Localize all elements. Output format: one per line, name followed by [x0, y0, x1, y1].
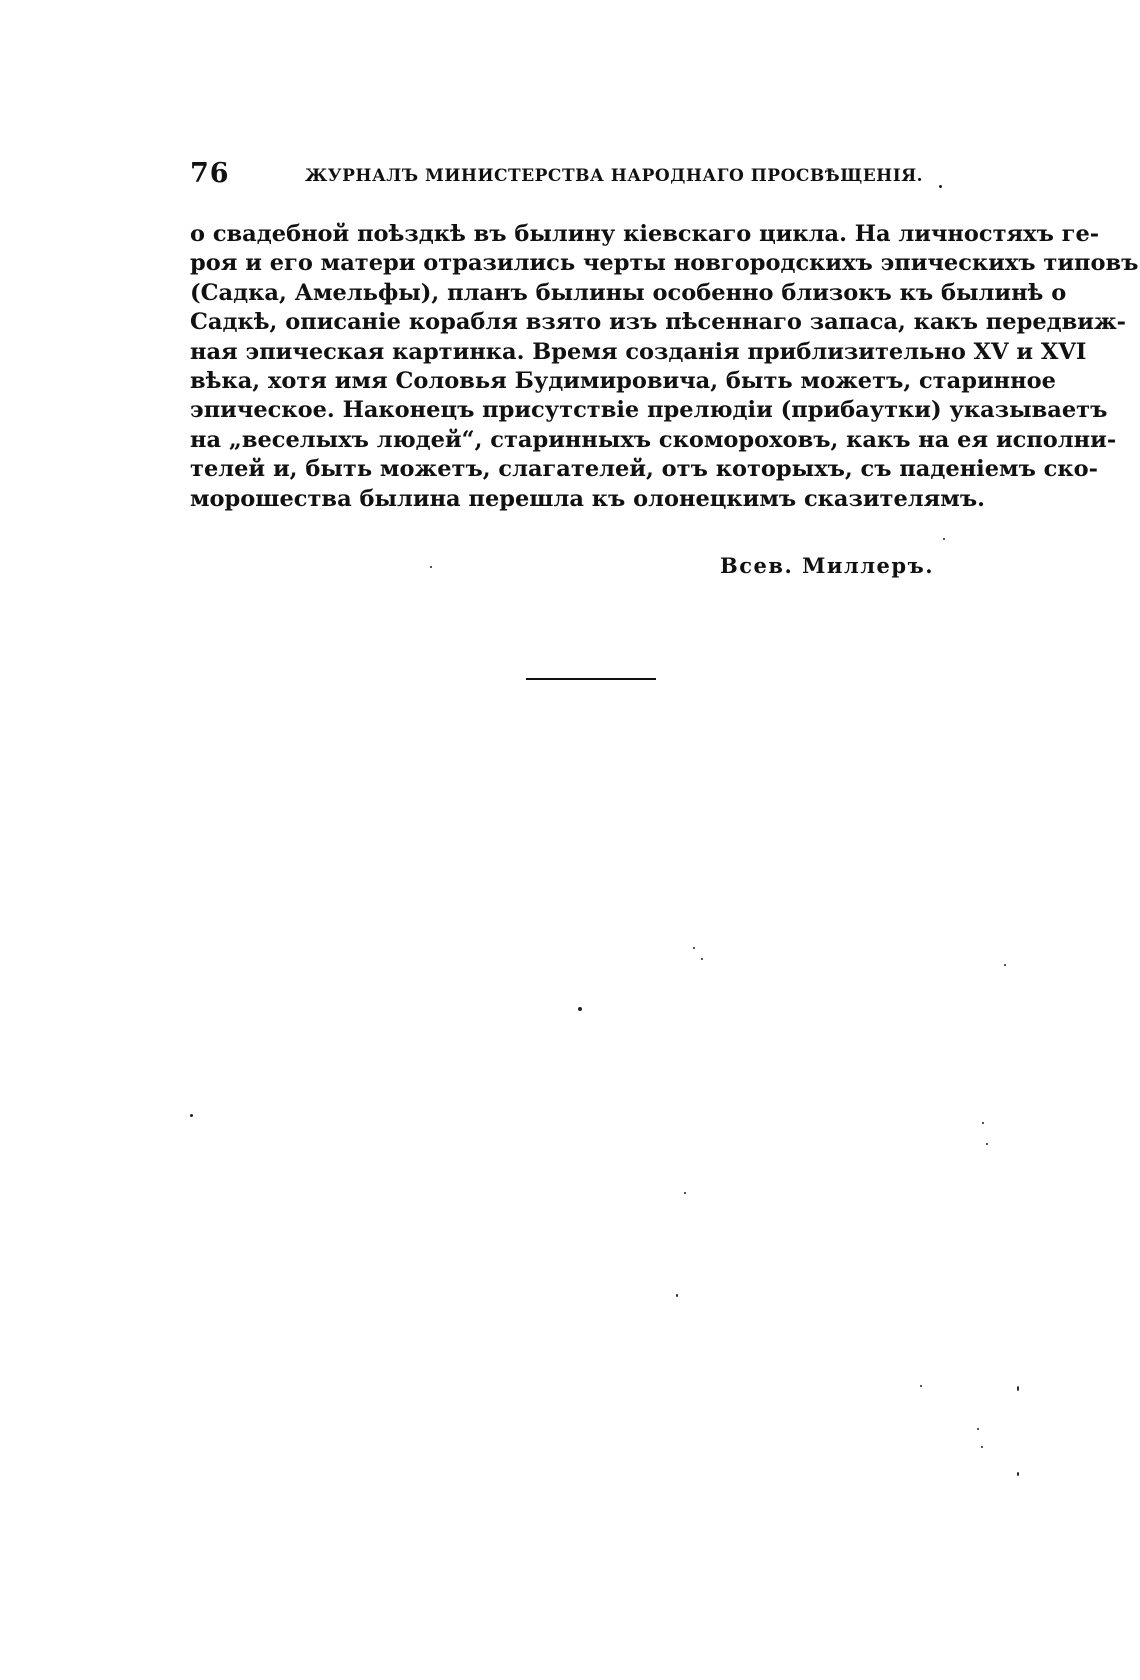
text-line: Садкѣ, описаніе корабля взято изъ пѣсеннаго запаса, какъ передвиж-: [190, 309, 1127, 336]
scan-speck: [939, 185, 942, 188]
scan-speck: [986, 1143, 988, 1145]
body-paragraph: [190, 220, 1139, 514]
scan-speck: [1004, 964, 1006, 966]
section-divider: [526, 678, 656, 680]
text-line: ная эпическая картинка. Время созданія приблизительно XV и XVI: [190, 338, 1087, 365]
running-head: [190, 158, 980, 198]
scan-speck: [430, 566, 432, 568]
text-line: роя и его матери отразились черты новгородскихъ эпическихъ типовъ: [190, 250, 1139, 277]
author-signature: Всев. Миллеръ.: [720, 553, 935, 578]
scan-speck: [684, 1192, 686, 1194]
journal-title: ЖУРНАЛЪ МИНИСТЕРСТВА НАРОДНАГО ПРОСВѢЩЕНІЯ.: [305, 166, 924, 186]
text-line: на „веселыхъ людей“, старинныхъ скомороховъ, какъ на ея исполни-: [190, 426, 1117, 453]
text-line: (Садка, Амельфы), планъ былины особенно близокъ къ былинѣ о: [190, 279, 1067, 306]
scan-speck: [1017, 1386, 1019, 1391]
text-line: вѣка, хотя имя Соловья Будимировича, быть можетъ, старинное: [190, 368, 1056, 395]
text-line: эпическое. Наконецъ присутствіе прелюдіи (прибаутки) указываетъ: [190, 397, 1108, 424]
page-number: 76: [190, 158, 230, 189]
scan-speck: [693, 947, 695, 949]
scan-speck: [982, 1122, 984, 1124]
scan-speck: [920, 1385, 922, 1387]
scan-speck: [977, 1428, 979, 1430]
scan-speck: [701, 958, 703, 960]
text-line: телей и, быть можетъ, слагателей, отъ которыхъ, съ паденіемъ ско-: [190, 456, 1098, 483]
scan-speck: [676, 1294, 678, 1297]
scan-speck: [1017, 1472, 1019, 1476]
scan-speck: [578, 1007, 582, 1011]
scan-speck: [981, 1446, 983, 1448]
text-line: морошества былина перешла къ олонецкимъ сказителямъ.: [190, 485, 985, 512]
text-line: о свадебной поѣздкѣ въ былину кіевскаго цикла. На личностяхъ ге-: [190, 221, 1100, 247]
scan-speck: [943, 538, 945, 540]
scan-speck: [190, 1114, 193, 1117]
